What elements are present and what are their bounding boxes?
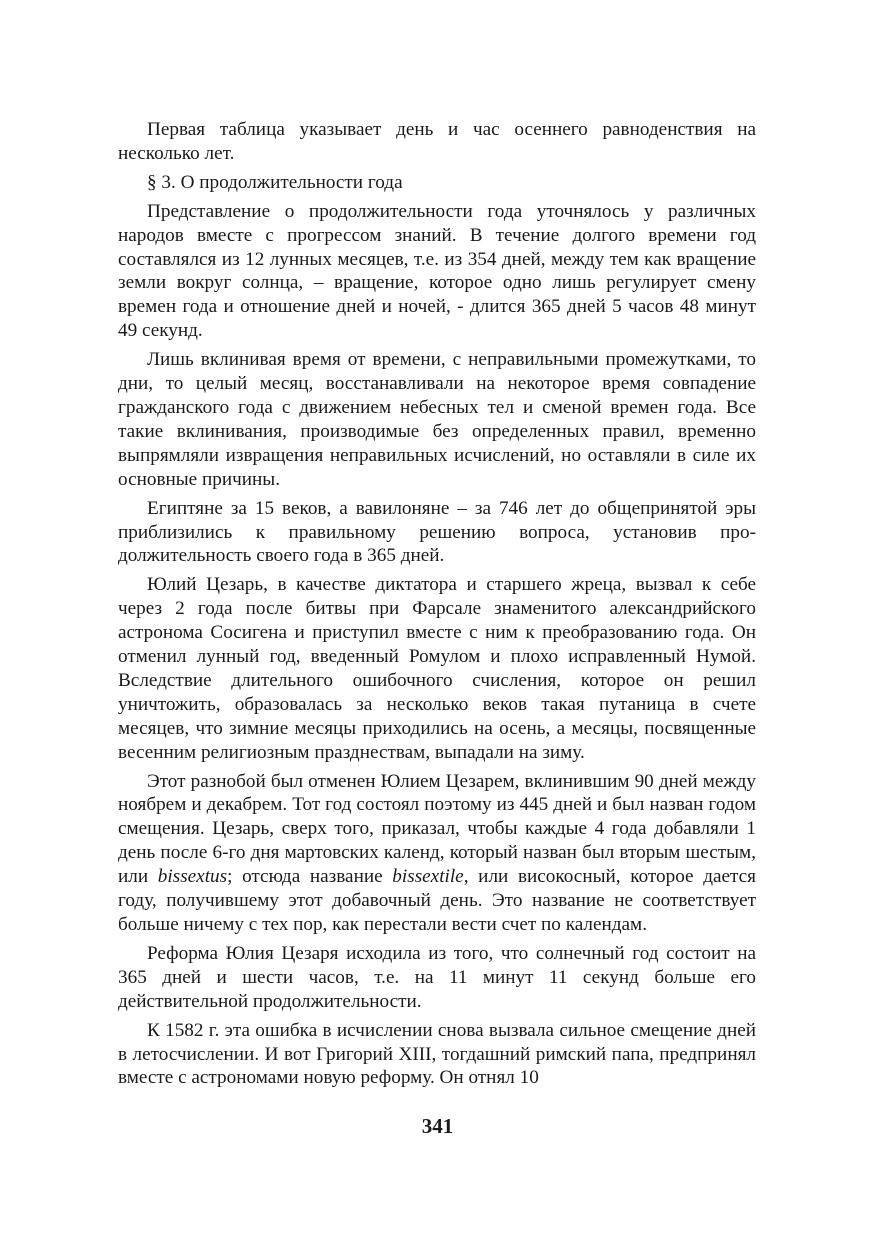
paragraph-gregorian-reform: К 1582 г. эта ошибка в исчислении снова вызвала сильное смещение дней в летосчислении. И вот Григорий XIII, тогдашний римский папа, предпринял вместе с астрономами новую реформу. Он отнял 10: [118, 1019, 756, 1089]
page-body: [118, 118, 756, 1090]
page-number: 341: [421, 1114, 454, 1138]
paragraph-julius-caesar: Юлий Цезарь, в качестве диктатора и старшего жреца, вызвал к себе через 2 года после битвы при Фарсале знаменитого александрийского астронома Сосигена и приступил вместе с ним к преобразованию года. Он отменил лунный год, введенный Ромулом и плохо исправленный Нумой. Вследствие длительного ошибочного счисления, которое он решил уничтожить, образовалась за несколько веков такая путаница в счете месяцев, что зимние месяцы приходились на осень, а месяцы, посвященные весенним религиозным празднествам, выпадали на зиму.: [118, 574, 756, 763]
bissextus-term: bissextus: [157, 866, 228, 888]
paragraph-julian-reform: Реформа Юлия Цезаря исходила из того, что солнечный год состоит на 365 дней и шести часов, т.е. на 11 минут 11 секунд больше его действительной продолжительности.: [118, 942, 756, 1012]
bissextile-term: bissextile: [392, 866, 464, 888]
paragraph-equinox-table: Первая таблица указывает день и час осеннего равноденствия на несколько лет.: [118, 119, 756, 164]
bissextile-text-2: ; отсюда название: [227, 866, 393, 888]
paragraph-intercalation: Лишь вклинивая время от времени, с неправильными промежутками, то дни, то целый месяц, восстанавливали на некоторое время совпадение гражданского года с движением небесных тел и сменой времен года. Все такие вклинивания, производимые без определенных правил, временно выпрямляли извращения неправильных исчислений, но оставляли в силе их основные причины.: [118, 349, 756, 490]
bissextile-text-1: Этот разнобой был отменен Юлием Цезарем, вклинившим 90 дней между ноябрем и декабрем. Тот год состоял поэтому из 445 дней и был назван годом смещения. Цезарь, сверх того, приказал, чтобы каждые 4 года добавляли 1 день после 6-го дня мартовских календ, который назван был вторым шестым, или: [118, 770, 756, 888]
bissextile-text-3: , или високосный, которое дается году, получившему этот добавочный день. Это название не соответствует больше ничему с тех пор, как перестали вести счет по календам.: [118, 866, 756, 935]
paragraph-egyptians: Египтяне за 15 веков, а вавилоняне – за 746 лет до общепринятой эры приблизились к правильному решению вопроса, установив продолжительность своего года в 365 дней.: [118, 497, 756, 567]
paragraph-bissextile: [118, 770, 756, 937]
section-heading: § 3. О продолжительности года: [147, 171, 403, 193]
paragraph-year-length: Представление о продолжительности года уточнялось у различных народов вместе с прогрессом знаний. В течение долгого времени год составлялся из 12 лунных месяцев, т.е. из 354 дней, между тем как вращение земли вокруг солнца, – вращение, которое одно лишь регулирует смену времен года и отношение дней и ночей, - длится 365 дней 5 часов 48 минут 49 секунд.: [118, 200, 756, 342]
